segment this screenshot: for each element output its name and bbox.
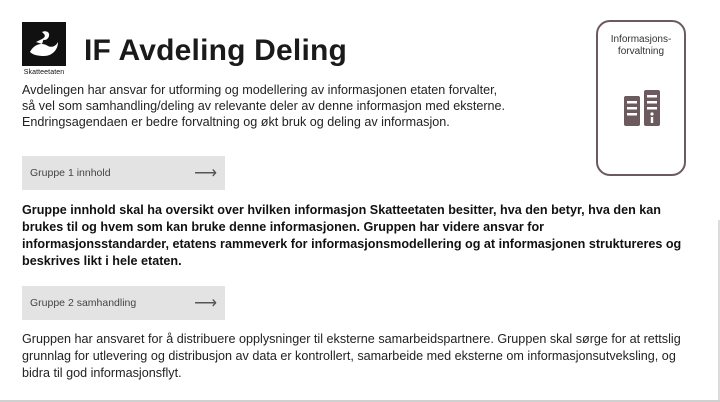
- logo-caption: Skatteetaten: [23, 69, 65, 76]
- group2-description: Gruppen har ansvaret for å distribuere opplysninger til eksterne samarbeidspartnere. Gruppen skal sørge for at rettslig grunnlag for utlevering og distribusjon av data er kontrollert, samarbeide med eksterne om informasjonsutveksling, og bidra til god informasjonsflyt.: [22, 332, 681, 380]
- group1-description: Gruppe innhold skal ha oversikt over hvilken informasjon Skatteetaten besitter, hva den betyr, hva den kan brukes til og hvem som kan bruke denne informasjonen. Gruppen har videre ansvar for informasjonsstandarder, etatens rammeverk for informasjonsmodellering og at informasjonen struktureres og beskrives likt i hele etaten.: [22, 203, 682, 268]
- page-title: IF Avdeling Deling: [84, 34, 348, 67]
- group2-button-label: Gruppe 2 samhandling: [30, 297, 137, 309]
- skatteetaten-emblem-icon: [22, 22, 66, 66]
- intro-line: Avdelingen har ansvar for utforming og modellering av informasjonen etaten forvalter,: [22, 83, 498, 97]
- arrow-right-icon: ⟶: [194, 295, 217, 312]
- group1-button-label: Gruppe 1 innhold: [30, 167, 111, 179]
- info-card[interactable]: [596, 20, 686, 176]
- intro-line: så vel som samhandling/deling av relevante deler av denne informasjon med eksterne.: [22, 99, 506, 113]
- group2-button[interactable]: [22, 286, 225, 320]
- skatteetaten-logo: [22, 22, 66, 76]
- group1-button[interactable]: [22, 156, 225, 190]
- intro-text: [22, 82, 582, 130]
- info-card-label: [598, 34, 684, 58]
- intro-line: Endringsagendaen er bedre forvaltning og økt bruk og deling av informasjon.: [22, 115, 450, 129]
- info-card-label-line1: Informasjons-: [610, 34, 672, 45]
- server-info-icon: [622, 88, 662, 128]
- info-card-label-line2: forvaltning: [617, 46, 665, 57]
- arrow-right-icon: ⟶: [194, 165, 217, 182]
